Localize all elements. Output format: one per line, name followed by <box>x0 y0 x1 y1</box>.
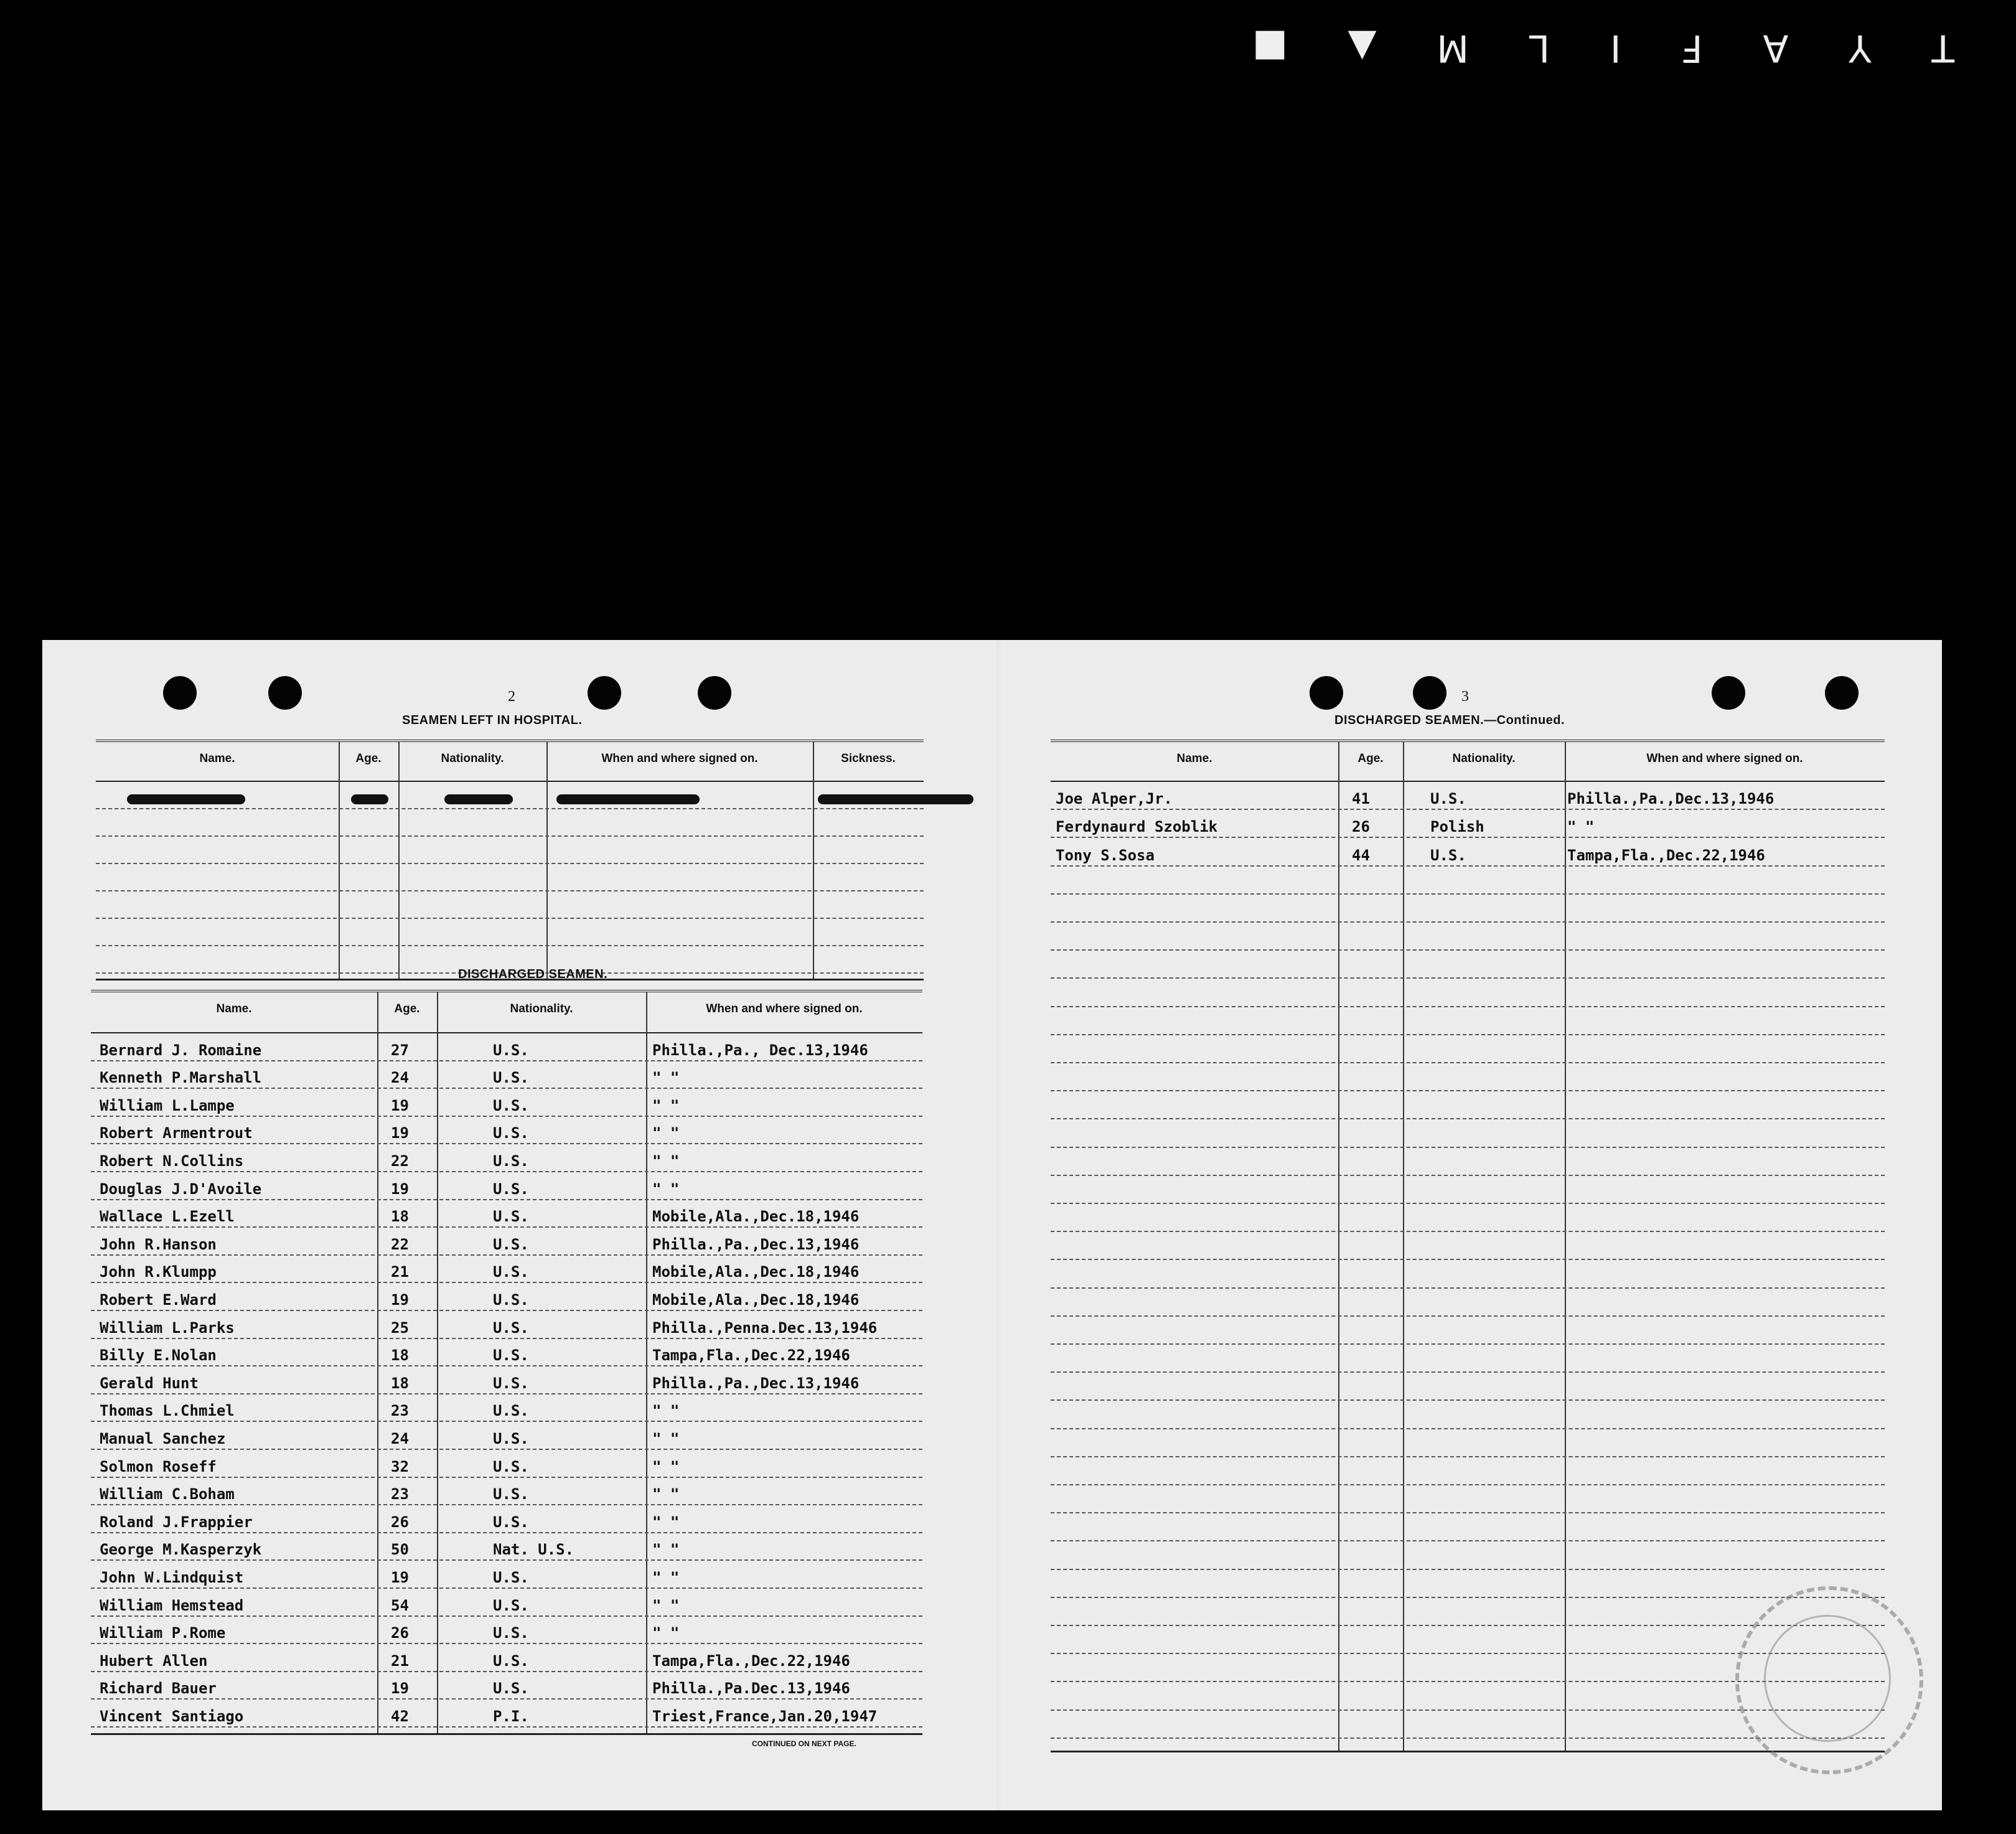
seaman-name: Vincent Santiago <box>100 1707 244 1725</box>
discharged-continued-row <box>1051 921 1885 951</box>
discharged-continued-row <box>1051 1343 1885 1373</box>
hospital-row <box>96 835 924 864</box>
seaman-age: 21 <box>391 1652 409 1670</box>
punch-hole <box>268 676 302 710</box>
signed-on: " " <box>652 1429 680 1447</box>
seaman-nationality: U.S. <box>493 1208 529 1226</box>
seaman-age: 21 <box>391 1263 409 1281</box>
punch-hole <box>1413 676 1446 710</box>
seaman-age: 19 <box>391 1180 409 1198</box>
seaman-age: 44 <box>1352 846 1370 864</box>
seaman-name: Thomas L.Chmiel <box>100 1402 235 1420</box>
seaman-age: 23 <box>391 1485 409 1503</box>
seaman-name: Kenneth P.Marshall <box>100 1069 262 1087</box>
hospital-table-header <box>96 742 924 782</box>
discharged-row <box>91 1282 922 1311</box>
discharged-row <box>91 1226 922 1256</box>
seaman-name: Wallace L.Ezell <box>100 1208 235 1226</box>
discharged-continued-header <box>1051 742 1885 782</box>
seaman-name: William L.Parks <box>100 1319 235 1337</box>
seaman-nationality: U.S. <box>493 1402 529 1420</box>
seaman-age: 26 <box>1352 818 1370 836</box>
signed-on: " " <box>1567 818 1595 836</box>
signed-on: Philla.,Penna.Dec.13,1946 <box>652 1319 878 1337</box>
seaman-name: John R.Hanson <box>100 1235 217 1253</box>
discharged-row <box>91 1116 922 1145</box>
seaman-nationality: U.S. <box>493 1513 529 1531</box>
signed-on: " " <box>652 1124 680 1142</box>
signed-on: Philla.,Pa.Dec.13,1946 <box>652 1680 850 1698</box>
seaman-age: 18 <box>391 1347 409 1365</box>
discharged-continued-row <box>1051 949 1885 979</box>
signed-on: Philla.,Pa.,Dec.13,1946 <box>1567 790 1775 808</box>
film-strip-label <box>1251 26 1954 70</box>
discharged-row <box>91 1559 922 1589</box>
punch-hole <box>1712 676 1745 710</box>
discharged-continued-row <box>1051 809 1885 838</box>
seaman-name: Ferdynaurd Szoblik <box>1056 818 1218 836</box>
seaman-nationality: U.S. <box>493 1235 529 1253</box>
redaction-bar <box>444 794 513 804</box>
redaction-bar <box>818 794 973 804</box>
discharged-row <box>91 1671 922 1700</box>
seaman-nationality: U.S. <box>493 1680 529 1698</box>
discharged-row <box>91 1393 922 1423</box>
discharged-continued-row <box>1051 1090 1885 1119</box>
discharged-row <box>91 1504 922 1533</box>
discharged-continued-row <box>1051 1006 1885 1035</box>
discharged-row <box>91 1477 922 1506</box>
seaman-age: 19 <box>391 1096 409 1114</box>
column-header: Nationality. <box>441 752 504 765</box>
seaman-nationality: U.S. <box>493 1069 529 1087</box>
seaman-name: Roland J.Frappier <box>100 1513 253 1531</box>
discharged-row <box>91 1698 922 1728</box>
discharged-continued-row <box>1051 1147 1885 1176</box>
discharged-continued-row <box>1051 893 1885 923</box>
film-label-char: ▲ <box>1346 26 1377 70</box>
discharged-continued-row <box>1051 977 1885 1007</box>
seaman-name: William P.Rome <box>100 1624 226 1642</box>
column-header: Age. <box>355 752 382 765</box>
seaman-nationality: U.S. <box>493 1263 529 1281</box>
seaman-name: William Hemstead <box>100 1596 244 1614</box>
seaman-nationality: U.S. <box>493 1096 529 1114</box>
seaman-nationality: U.S. <box>493 1624 529 1642</box>
seaman-name: Bernard J. Romaine <box>100 1041 262 1059</box>
seaman-age: 18 <box>391 1208 409 1226</box>
seaman-age: 42 <box>391 1707 409 1725</box>
hospital-table <box>96 740 924 980</box>
redaction-bar <box>351 794 388 804</box>
column-header: Nationality. <box>1452 752 1516 765</box>
seaman-name: William L.Lampe <box>100 1096 235 1114</box>
discharged-continued-row <box>1051 1287 1885 1317</box>
seaman-nationality: Nat. U.S. <box>493 1541 574 1559</box>
seaman-name: Robert E.Ward <box>100 1291 217 1309</box>
discharged-continued-row <box>1051 1540 1885 1569</box>
seaman-age: 22 <box>391 1152 409 1170</box>
film-label-char: T <box>1930 26 1954 70</box>
signed-on: Mobile,Ala.,Dec.18,1946 <box>652 1291 860 1309</box>
signed-on: " " <box>652 1568 680 1586</box>
seaman-age: 19 <box>391 1124 409 1142</box>
seaman-nationality: U.S. <box>493 1291 529 1309</box>
column-header: When and where signed on. <box>1646 752 1803 765</box>
discharged-row <box>91 1143 922 1172</box>
seaman-age: 25 <box>391 1319 409 1337</box>
signed-on: Tampa,Fla.,Dec.22,1946 <box>1567 846 1765 864</box>
seaman-age: 18 <box>391 1374 409 1392</box>
seaman-name: Douglas J.D'Avoile <box>100 1180 262 1198</box>
discharged-row <box>91 1365 922 1394</box>
signed-on: " " <box>652 1513 680 1531</box>
discharged-continued-row <box>1051 1062 1885 1091</box>
discharged-continued-table <box>1051 740 1885 1752</box>
seaman-age: 50 <box>391 1541 409 1559</box>
seaman-nationality: U.S. <box>493 1485 529 1503</box>
discharged-row <box>91 1532 922 1561</box>
seaman-nationality: U.S. <box>493 1180 529 1198</box>
seaman-name: John R.Klumpp <box>100 1263 217 1281</box>
continued-note: CONTINUED ON NEXT PAGE. <box>752 1739 856 1748</box>
signed-on: Mobile,Ala.,Dec.18,1946 <box>652 1263 860 1281</box>
seaman-name: George M.Kasperzyk <box>100 1541 262 1559</box>
discharged-row <box>91 1338 922 1367</box>
column-header: Name. <box>1176 752 1212 765</box>
seaman-age: 26 <box>391 1513 409 1531</box>
film-label-char: M <box>1435 26 1470 70</box>
seaman-age: 24 <box>391 1069 409 1087</box>
seaman-nationality: U.S. <box>1430 846 1466 864</box>
seaman-nationality: U.S. <box>493 1568 529 1586</box>
signed-on: " " <box>652 1096 680 1114</box>
discharged-continued-row <box>1051 781 1885 810</box>
signed-on: " " <box>652 1541 680 1559</box>
column-header: When and where signed on. <box>706 1002 863 1015</box>
discharged-continued-row <box>1051 1259 1885 1288</box>
seaman-nationality: U.S. <box>493 1124 529 1142</box>
punch-hole <box>1825 676 1859 710</box>
signed-on: Mobile,Ala.,Dec.18,1946 <box>652 1208 860 1226</box>
column-header: Name. <box>199 752 235 765</box>
seaman-age: 27 <box>391 1041 409 1059</box>
seaman-age: 19 <box>391 1680 409 1698</box>
signed-on: " " <box>652 1457 680 1475</box>
discharged-row <box>91 1421 922 1450</box>
discharged-continued-row <box>1051 865 1885 895</box>
discharged-row <box>91 1199 922 1228</box>
seaman-name: Richard Bauer <box>100 1680 217 1698</box>
seaman-nationality: U.S. <box>493 1596 529 1614</box>
seaman-age: 23 <box>391 1402 409 1420</box>
seaman-nationality: U.S. <box>493 1429 529 1447</box>
seaman-nationality: U.S. <box>1430 790 1466 808</box>
page-number: 3 <box>1461 689 1469 705</box>
signed-on: " " <box>652 1596 680 1614</box>
seaman-name: Manual Sanchez <box>100 1429 226 1447</box>
punch-hole <box>588 676 621 710</box>
discharged-section-title: DISCHARGED SEAMEN. <box>458 967 608 981</box>
discharged-continued-row <box>1051 837 1885 866</box>
discharged-table-header <box>91 992 922 1033</box>
film-label-char: ■ <box>1251 26 1288 70</box>
seaman-age: 22 <box>391 1235 409 1253</box>
seaman-name: William C.Boham <box>100 1485 235 1503</box>
page-number: 2 <box>508 689 515 705</box>
film-label-char: A <box>1761 26 1789 70</box>
discharged-row <box>91 1060 922 1089</box>
seaman-nationality: U.S. <box>493 1347 529 1365</box>
discharged-continued-row <box>1051 1484 1885 1513</box>
discharged-continued-row <box>1051 1569 1885 1598</box>
discharged-continued-row <box>1051 1371 1885 1401</box>
signed-on: Philla.,Pa., Dec.13,1946 <box>652 1041 868 1059</box>
discharged-continued-row <box>1051 1203 1885 1232</box>
discharged-continued-title: DISCHARGED SEAMEN.—Continued. <box>1334 713 1565 727</box>
column-header: When and where signed on. <box>601 752 758 765</box>
discharged-continued-row <box>1051 1118 1885 1147</box>
seaman-nationality: U.S. <box>493 1152 529 1170</box>
discharged-row <box>91 1615 922 1645</box>
column-header: Name. <box>216 1002 252 1015</box>
discharged-row <box>91 1088 922 1117</box>
seaman-age: 19 <box>391 1568 409 1586</box>
signed-on: Triest,France,Jan.20,1947 <box>652 1707 878 1725</box>
seaman-name: Joe Alper,Jr. <box>1056 790 1173 808</box>
signed-on: " " <box>652 1180 680 1198</box>
punch-hole <box>163 676 197 710</box>
column-header: Age. <box>394 1002 420 1015</box>
signed-on: " " <box>652 1624 680 1642</box>
discharged-row <box>91 1254 922 1284</box>
signed-on: Philla.,Pa.,Dec.13,1946 <box>652 1374 860 1392</box>
signed-on: " " <box>652 1152 680 1170</box>
punch-hole <box>1310 676 1343 710</box>
column-header: Sickness. <box>841 752 896 765</box>
seaman-age: 41 <box>1352 790 1370 808</box>
discharged-row <box>91 1032 922 1061</box>
signed-on: " " <box>652 1402 680 1420</box>
page-left <box>42 640 996 1810</box>
discharged-row <box>91 1310 922 1339</box>
signed-on: Philla.,Pa.,Dec.13,1946 <box>652 1235 860 1253</box>
hospital-row <box>96 863 924 891</box>
seaman-nationality: U.S. <box>493 1374 529 1392</box>
seaman-nationality: P.I. <box>493 1707 529 1725</box>
seaman-name: Solmon Roseff <box>100 1457 217 1475</box>
discharged-row <box>91 1171 922 1200</box>
film-label-char: Y <box>1847 26 1872 70</box>
seaman-nationality: U.S. <box>493 1041 529 1059</box>
column-header: Nationality. <box>510 1002 573 1015</box>
column-header: Age. <box>1357 752 1384 765</box>
seaman-nationality: Polish <box>1430 818 1484 836</box>
discharged-continued-row <box>1051 1512 1885 1541</box>
signed-on: " " <box>652 1485 680 1503</box>
discharged-continued-row <box>1051 1399 1885 1429</box>
signed-on: Tampa,Fla.,Dec.22,1946 <box>652 1347 850 1365</box>
seaman-name: Gerald Hunt <box>100 1374 199 1392</box>
seaman-age: 26 <box>391 1624 409 1642</box>
page-right <box>1001 640 1942 1810</box>
film-label-char: I <box>1608 26 1621 70</box>
seaman-age: 19 <box>391 1291 409 1309</box>
redaction-bar <box>556 794 700 804</box>
discharged-row <box>91 1587 922 1617</box>
film-label-char: F <box>1680 26 1703 70</box>
redaction-bar <box>127 794 245 804</box>
discharged-row <box>91 1449 922 1478</box>
hospital-row <box>96 890 924 919</box>
circular-stamp <box>1735 1586 1923 1774</box>
hospital-row <box>96 808 924 837</box>
seaman-name: Robert Armentrout <box>100 1124 253 1142</box>
seaman-age: 54 <box>391 1596 409 1614</box>
discharged-row <box>91 1643 922 1672</box>
seaman-age: 24 <box>391 1429 409 1447</box>
seaman-nationality: U.S. <box>493 1652 529 1670</box>
seaman-name: Billy E.Nolan <box>100 1347 217 1365</box>
seaman-age: 32 <box>391 1457 409 1475</box>
seaman-name: Robert N.Collins <box>100 1152 244 1170</box>
discharged-continued-row <box>1051 1456 1885 1485</box>
discharged-continued-row <box>1051 1231 1885 1260</box>
signed-on: " " <box>652 1069 680 1087</box>
seaman-name: John W.Lindquist <box>100 1568 244 1586</box>
punch-hole <box>698 676 731 710</box>
seaman-nationality: U.S. <box>493 1319 529 1337</box>
seaman-name: Hubert Allen <box>100 1652 208 1670</box>
seaman-name: Tony S.Sosa <box>1056 846 1155 864</box>
discharged-continued-row <box>1051 1034 1885 1063</box>
film-label-char: L <box>1527 26 1550 70</box>
discharged-continued-row <box>1051 1428 1885 1457</box>
discharged-continued-row <box>1051 1315 1885 1345</box>
signed-on: Tampa,Fla.,Dec.22,1946 <box>652 1652 850 1670</box>
discharged-continued-row <box>1051 1175 1885 1204</box>
discharged-table <box>91 990 922 1735</box>
hospital-section-title: SEAMEN LEFT IN HOSPITAL. <box>402 713 583 727</box>
seaman-nationality: U.S. <box>493 1457 529 1475</box>
hospital-row <box>96 918 924 946</box>
document-spread <box>42 640 1942 1810</box>
